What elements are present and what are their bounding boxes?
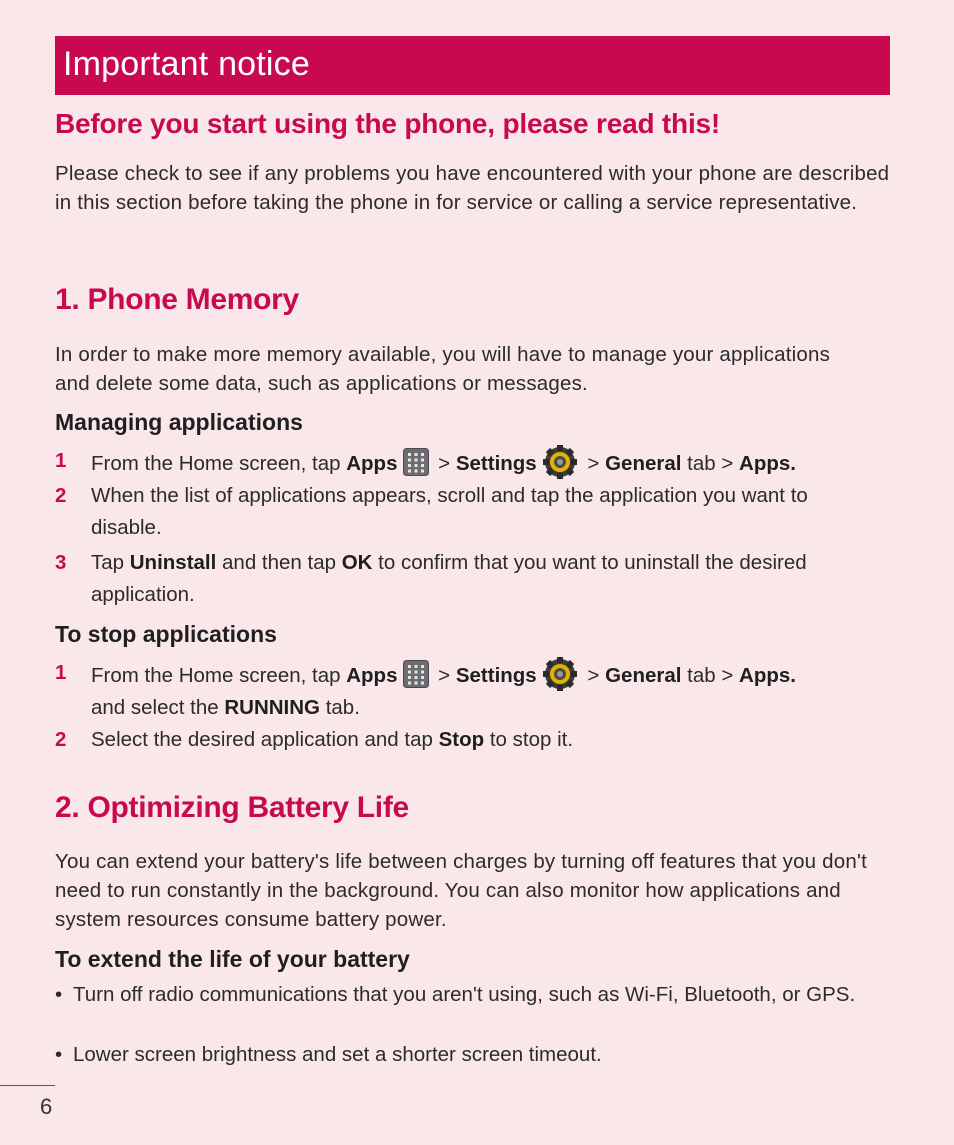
managing-step-3 xyxy=(55,547,865,611)
apps-grid-icon xyxy=(403,660,429,688)
step-text: Tap Uninstall and then tap OK to confirm that you want to uninstall the desired application. xyxy=(91,551,807,606)
bullet-icon: • xyxy=(55,983,63,1006)
bullet-text: Turn off radio communications that you aren't using, such as Wi-Fi, Bluetooth, or GPS. xyxy=(73,983,856,1006)
step-number: 1 xyxy=(55,661,67,684)
list-item xyxy=(55,980,895,1009)
settings-gear-icon xyxy=(541,657,579,691)
page-number: 6 xyxy=(40,1094,53,1119)
managing-applications-heading: Managing applications xyxy=(55,409,303,435)
settings-gear-icon xyxy=(541,445,579,479)
step-number: 2 xyxy=(55,484,67,507)
stop-step-1 xyxy=(55,657,895,724)
bullet-text: Lower screen brightness and set a shorter screen timeout. xyxy=(73,1043,602,1066)
step-number: 1 xyxy=(55,449,67,472)
bullet-icon: • xyxy=(55,1043,63,1066)
apps-grid-icon xyxy=(403,448,429,476)
extend-battery-heading: To extend the life of your battery xyxy=(55,946,410,972)
managing-step-1 xyxy=(55,445,895,480)
intro-heading: Before you start using the phone, please read this! xyxy=(55,108,721,139)
step-text: From the Home screen, tap Apps > Settings > General tab > Apps. and select the RUNNING tab. xyxy=(91,657,895,724)
stop-step-2 xyxy=(55,724,895,756)
section-title-phone-memory: 1. Phone Memory xyxy=(55,283,299,316)
page-title: Important notice xyxy=(63,45,310,83)
step-text: When the list of applications appears, scroll and tap the application you want to disable. xyxy=(91,484,808,539)
section-title-battery: 2. Optimizing Battery Life xyxy=(55,791,409,824)
step-number: 2 xyxy=(55,728,67,751)
header-bar xyxy=(55,36,890,95)
intro-paragraph: Please check to see if any problems you have encountered with your phone are described in this section before taking the phone in for service or calling a service representative. xyxy=(55,162,890,214)
step-text: From the Home screen, tap Apps > Settings > General tab > Apps. xyxy=(91,445,895,480)
list-item xyxy=(55,1040,895,1069)
stop-applications-heading: To stop applications xyxy=(55,621,277,647)
managing-step-2 xyxy=(55,480,875,544)
footer-divider xyxy=(0,1085,55,1086)
step-text: Select the desired application and tap Stop to stop it. xyxy=(91,728,574,751)
battery-paragraph: You can extend your battery's life between charges by turning off features that you don't need to run constantly in the background. You can also monitor how applications and system resources consume battery power. xyxy=(55,850,867,931)
step-number: 3 xyxy=(55,551,67,574)
phone-memory-paragraph: In order to make more memory available, you will have to manage your applications and delete some data, such as applications or messages. xyxy=(55,343,831,395)
